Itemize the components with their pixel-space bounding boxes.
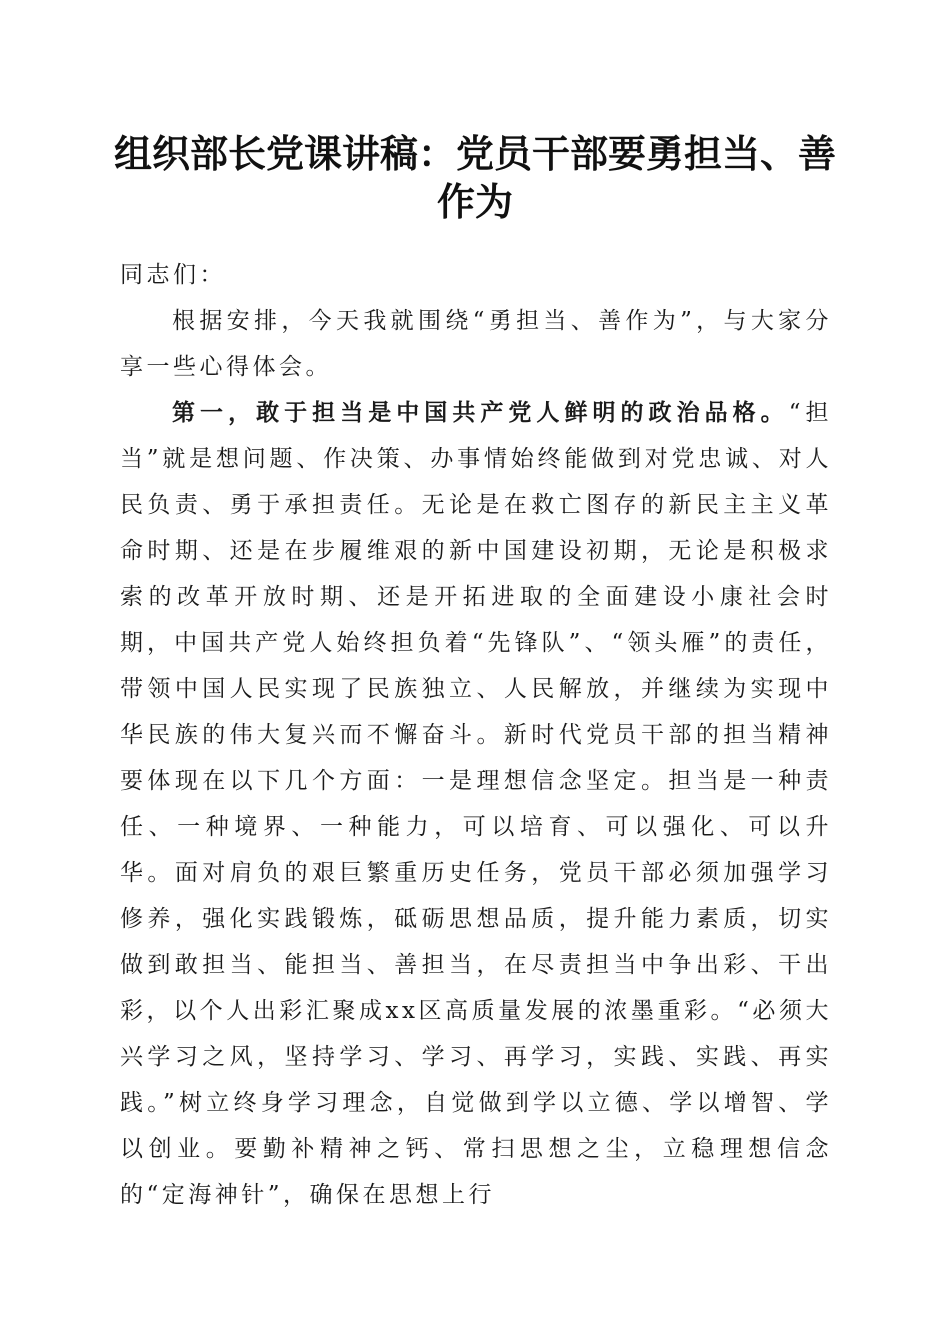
document-body	[120, 252, 832, 1218]
document-title: 组织部长党课讲稿：党员干部要勇担当、善作为	[113, 131, 836, 224]
paragraph-first-point	[120, 390, 832, 1218]
paragraph-intro	[120, 298, 832, 390]
paragraph-first-point-text: “担当”就是想问题、作决策、办事情始终能做到对党忠诚、对人民负责、勇于承担责任。无论是在救亡图存的新民主主义革命时期、还是在步履维艰的新中国建设初期，无论是积极求索的改革开放时期、还是开拓进取的全面建设小康社会时期，中国共产党人始终担负着“先锋队”、“领头雁”的责任，带领中国人民实现了民族独立、人民解放，并继续为实现中华民族的伟大复兴而不懈奋斗。新时代党员干部的担当精神要体现在以下几个方面：一是理想信念坚定。担当是一种责任、一种境界、一种能力，可以培育、可以强化、可以升华。面对肩负的艰巨繁重历史任务，党员干部必须加强学习修养，强化实践锻炼，砥砺思想品质，提升能力素质，切实做到敢担当、能担当、善担当，在尽责担当中争出彩、干出彩，以个人出彩汇聚成xx区高质量发展的浓墨重彩。“必须大兴学习之风，坚持学习、学习、再学习，实践、实践、再实践。”树立终身学习理念，自觉做到学以立德、学以增智、学以创业。要勤补精神之钙、常扫思想之尘，立稳理想信念的“定海神针”，确保在思想上行	[120, 400, 832, 1208]
salutation: 同志们：	[120, 262, 226, 288]
paragraph-intro-text: 根据安排，今天我就围绕“勇担当、善作为”，与大家分享一些心得体会。	[120, 308, 832, 380]
paragraph-first-point-lead: 第一，敢于担当是中国共产党人鲜明的政治品格。	[172, 399, 789, 426]
